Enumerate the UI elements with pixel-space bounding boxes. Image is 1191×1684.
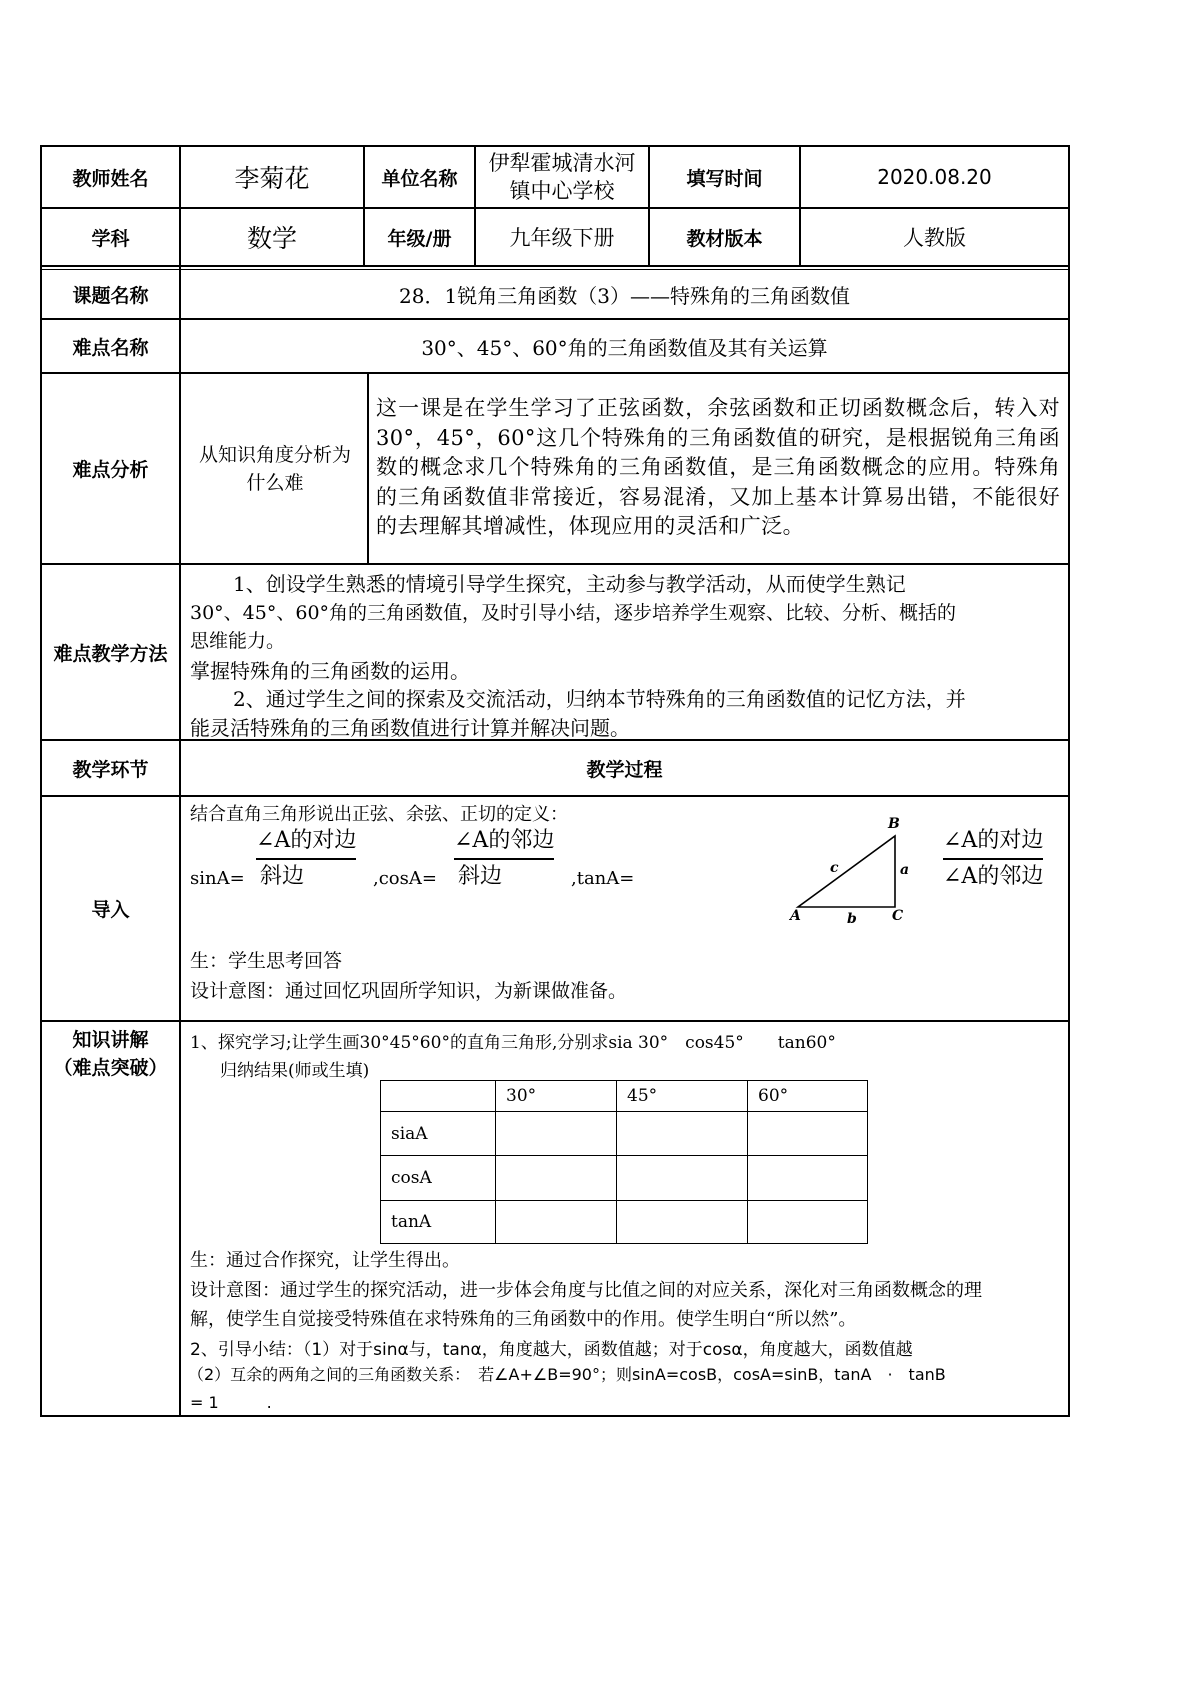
intro-line1: 结合直角三角形说出正弦、余弦、正切的定义： bbox=[190, 804, 568, 825]
fraction-bar bbox=[454, 858, 554, 860]
table-blank-cell[interactable] bbox=[496, 1156, 617, 1201]
table-row-label: siaA bbox=[381, 1112, 496, 1156]
knowledge-summary-b: （2）互余的两角之间的三角函数关系： 若∠A+∠B=90°；则sinA=cosB，cosA=sinB，tanA · tanB bbox=[188, 1365, 946, 1384]
table-blank-cell[interactable] bbox=[748, 1201, 868, 1244]
grade-value: 九年级下册 bbox=[509, 226, 615, 250]
unit-name bbox=[476, 147, 648, 207]
vertex-a-label: A bbox=[790, 908, 801, 924]
knowledge-student: 生：通过合作探究，让学生得出。 bbox=[190, 1250, 460, 1271]
table-row-label: tanA bbox=[381, 1201, 496, 1244]
table-blank-cell[interactable] bbox=[617, 1156, 748, 1201]
tan-numerator: ∠A的对边 bbox=[943, 828, 1044, 853]
knowledge-label-line1: 知识讲解 bbox=[72, 1029, 149, 1051]
subject-label: 学科 bbox=[91, 227, 130, 250]
unit-label: 单位名称 bbox=[381, 167, 458, 190]
table-row bbox=[381, 1112, 868, 1156]
table-blank-cell[interactable] bbox=[496, 1112, 617, 1156]
side-a-label: a bbox=[900, 862, 910, 878]
rule bbox=[40, 795, 1070, 797]
fraction-bar bbox=[943, 858, 1043, 860]
rule bbox=[40, 1020, 1070, 1022]
rule bbox=[40, 265, 1070, 267]
intro-label: 导入 bbox=[91, 899, 130, 921]
difficulty-value: 30°、45°、60°角的三角函数值及其有关运算 bbox=[421, 335, 828, 360]
analysis-label: 难点分析 bbox=[72, 459, 149, 481]
trig-value-table bbox=[380, 1080, 868, 1244]
grade-label: 年级/册 bbox=[387, 227, 452, 250]
rule bbox=[40, 1415, 1070, 1417]
date-value: 2020.08.20 bbox=[877, 165, 992, 189]
analysis-text: 这一课是在学生学习了正弦函数，余弦函数和正切函数概念后，转入对30°，45°，60°这几个特殊角的三角函数值的研究，是根据锐角三角函数的概念求几个特殊角的三角函数值，是三角函数概念的应用。特殊角的三角函数值非常接近，容易混淆，又加上基本计算易出错，不能很好的去理解其增减性，体现应用的灵活和广泛。 bbox=[376, 396, 1060, 538]
method-p3b: 能灵活特殊角的三角函数值进行计算并解决问题。 bbox=[190, 716, 630, 740]
side-c-label: c bbox=[830, 860, 839, 876]
rule bbox=[367, 372, 369, 564]
vertex-b-label: B bbox=[888, 816, 900, 832]
table-header-cell: 45° bbox=[617, 1081, 748, 1112]
stage-label: 教学环节 bbox=[72, 758, 149, 781]
tan-denominator: ∠A的邻边 bbox=[943, 863, 1044, 889]
intro-student: 生：学生思考回答 bbox=[190, 950, 343, 972]
teacher-label: 教师姓名 bbox=[72, 167, 149, 190]
cos-fraction bbox=[454, 826, 554, 892]
knowledge-line2: 归纳结果(师或生填) bbox=[220, 1061, 370, 1081]
sin-fraction bbox=[256, 826, 356, 892]
table-blank-cell[interactable] bbox=[617, 1112, 748, 1156]
table-blank-cell[interactable] bbox=[748, 1112, 868, 1156]
date-label: 填写时间 bbox=[686, 167, 763, 190]
process-label: 教学过程 bbox=[586, 758, 663, 781]
rule bbox=[40, 563, 1070, 565]
table-row-label: cosA bbox=[381, 1156, 496, 1201]
table-header-cell bbox=[381, 1081, 496, 1112]
topic-label: 课题名称 bbox=[72, 285, 149, 307]
tan-fraction bbox=[943, 826, 1043, 892]
analysis-sub-label: 从知识角度分析为什么难 bbox=[198, 443, 351, 494]
method-p1a: 1、创设学生熟悉的情境引导学生探究，主动参与教学活动，从而使学生熟记 bbox=[233, 572, 906, 596]
method-label: 难点教学方法 bbox=[53, 642, 168, 665]
unit-name-line1: 伊犁霍城清水河 bbox=[488, 151, 636, 175]
difficulty-label: 难点名称 bbox=[72, 336, 149, 359]
vertex-c-label: C bbox=[892, 908, 904, 924]
method-p1b: 30°、45°、60°角的三角函数值，及时引导小结，逐步培养学生观察、比较、分析、概括的 bbox=[190, 602, 957, 624]
sin-denominator: 斜边 bbox=[260, 863, 305, 889]
cos-denominator: 斜边 bbox=[458, 863, 503, 889]
triangle-shape bbox=[798, 836, 895, 907]
table-blank-cell[interactable] bbox=[617, 1201, 748, 1244]
table-blank-cell[interactable] bbox=[496, 1201, 617, 1244]
table-header-cell: 60° bbox=[748, 1081, 868, 1112]
knowledge-summary-a: 2、引导小结：（1）对于sinα与，tanα，角度越大，函数值越；对于cosα，角度越大，函数值越 bbox=[190, 1340, 913, 1360]
table-header-cell: 30° bbox=[496, 1081, 617, 1112]
method-p3a: 2、通过学生之间的探索及交流活动，归纳本节特殊角的三角函数值的记忆方法，并 bbox=[233, 687, 966, 711]
method-p1c: 思维能力。 bbox=[190, 630, 286, 652]
tan-prefix: ,tanA= bbox=[571, 868, 635, 889]
knowledge-intent-b: 解，使学生自觉接受特殊值在求特殊角的三角函数中的作用。使学生明白“所以然”。 bbox=[190, 1309, 857, 1330]
table-blank-cell[interactable] bbox=[748, 1156, 868, 1201]
right-triangle-diagram bbox=[780, 812, 920, 932]
sin-numerator: ∠A的对边 bbox=[256, 828, 357, 853]
method-p2: 掌握特殊角的三角函数的运用。 bbox=[190, 659, 470, 683]
cos-numerator: ∠A的邻边 bbox=[454, 828, 555, 853]
intro-intent: 设计意图：通过回忆巩固所学知识，为新课做准备。 bbox=[190, 980, 628, 1002]
edition-label: 教材版本 bbox=[686, 227, 763, 250]
fraction-bar bbox=[256, 858, 356, 860]
table-header-row bbox=[381, 1081, 868, 1112]
unit-name-line2: 镇中心学校 bbox=[509, 179, 615, 203]
cos-prefix: ,cosA= bbox=[373, 868, 437, 889]
knowledge-summary-c: = 1 . bbox=[190, 1393, 272, 1412]
side-b-label: b bbox=[847, 911, 857, 927]
teacher-name: 李菊花 bbox=[234, 164, 310, 193]
knowledge-line1: 1、探究学习;让学生画30°45°60°的直角三角形,分别求sia 30° cos45° tan60° bbox=[190, 1033, 836, 1053]
topic-value: 28．1锐角三角函数（3）——特殊角的三角函数值 bbox=[399, 284, 850, 308]
rule bbox=[40, 269, 1070, 270]
subject-value: 数学 bbox=[246, 224, 297, 253]
rule bbox=[1068, 145, 1070, 1417]
knowledge-label-line2: （难点突破） bbox=[53, 1057, 168, 1079]
knowledge-label bbox=[42, 1026, 179, 1082]
knowledge-intent-a: 设计意图：通过学生的探究活动，进一步体会角度与比值之间的对应关系，深化对三角函数概念的理 bbox=[190, 1280, 982, 1301]
table-row bbox=[381, 1156, 868, 1201]
edition-value: 人教版 bbox=[903, 226, 966, 250]
sin-prefix: sinA= bbox=[190, 868, 245, 889]
table-row bbox=[381, 1201, 868, 1244]
